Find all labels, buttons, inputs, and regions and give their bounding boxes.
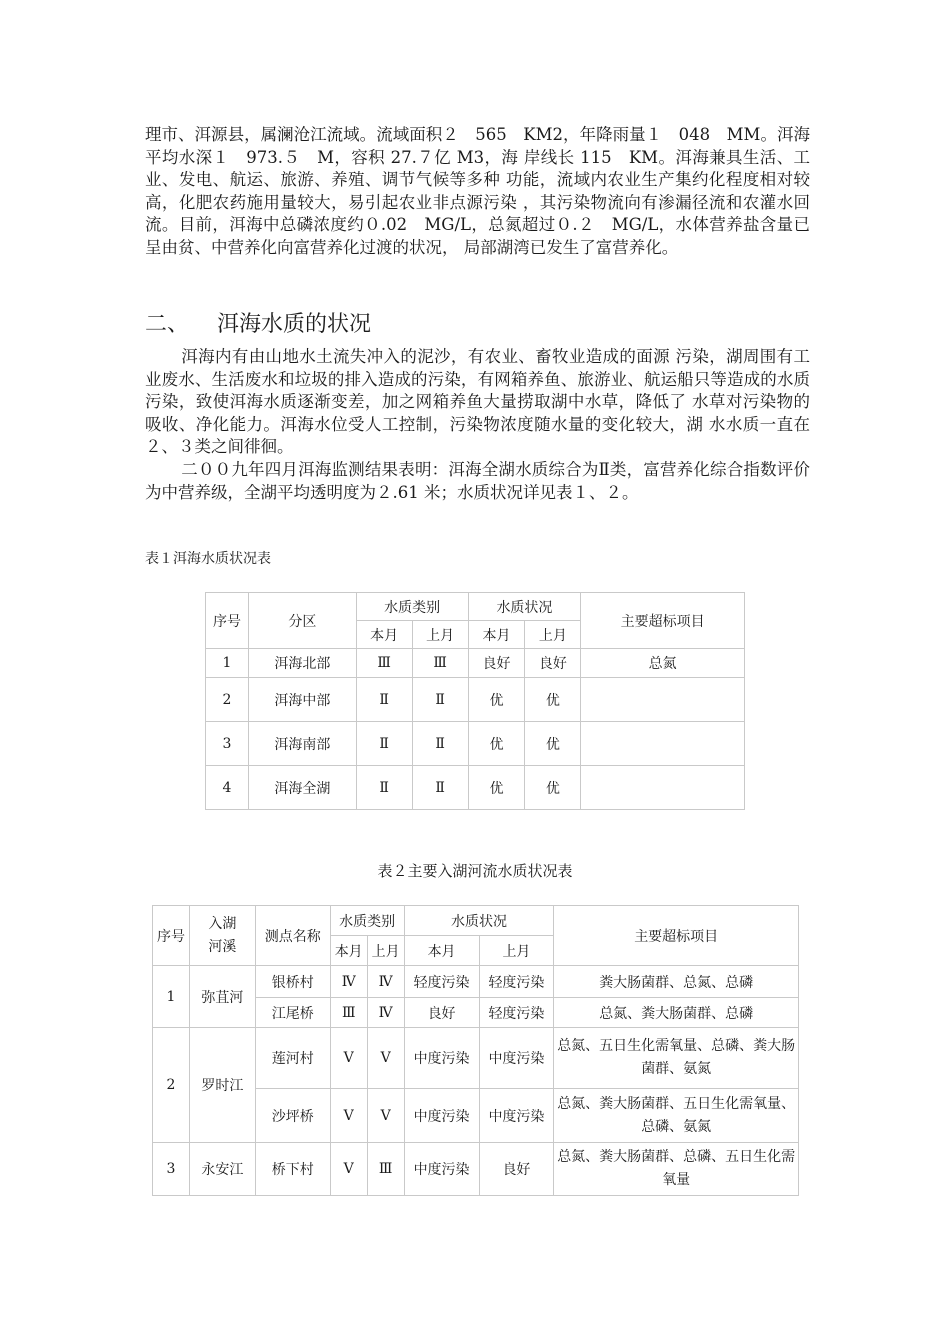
t1-st-this: 优 (468, 678, 525, 722)
t1-header-seq: 序号 (206, 593, 249, 649)
t1-header-items: 主要超标项目 (581, 593, 745, 649)
t1-items (581, 678, 745, 722)
t2-site: 江尾桥 (255, 998, 330, 1028)
t1-cat-last: Ⅱ (412, 678, 468, 722)
t1-st-last: 优 (525, 678, 581, 722)
t1-seq: 2 (206, 678, 249, 722)
t2-cat-this: Ⅳ (330, 966, 367, 998)
t2-seq: 2 (153, 1028, 190, 1143)
table-row (153, 966, 799, 998)
body-paragraph-2: 二００九年四月洱海监测结果表明：洱海全湖水质综合为Ⅱ类，富营养化综合指数评价为中营养级，全湖平均透明度为２.61 米；水质状况详见表１、２。 (145, 459, 810, 502)
t2-seq: 1 (153, 966, 190, 1028)
t1-cat-this: Ⅱ (356, 722, 412, 766)
section-title: 洱海水质的状况 (217, 312, 372, 337)
t1-st-last: 优 (525, 722, 581, 766)
t2-sub-cat-last: 上月 (367, 936, 404, 966)
t1-zone: 洱海中部 (248, 678, 356, 722)
t2-items: 总氮、粪大肠菌群、总磷、五日生化需氧量 (554, 1143, 799, 1196)
table1-caption: 表１洱海水质状况表 (145, 551, 271, 567)
t1-sub-st-last: 上月 (525, 621, 581, 649)
t2-st-this: 中度污染 (404, 1089, 479, 1143)
t2-st-this: 良好 (404, 998, 479, 1028)
t1-cat-last: Ⅲ (412, 649, 468, 678)
t2-header-river (189, 906, 255, 966)
table2-caption: 表２主要入湖河流水质状况表 (377, 862, 573, 880)
t2-cat-last: Ⅲ (367, 1143, 404, 1196)
t2-st-last: 中度污染 (479, 1028, 554, 1089)
section-heading (145, 310, 371, 340)
t2-items: 总氮、五日生化需氧量、总磷、粪大肠菌群、氨氮 (554, 1028, 799, 1089)
section-body (145, 346, 810, 504)
t2-st-this: 轻度污染 (404, 966, 479, 998)
t2-st-this: 中度污染 (404, 1028, 479, 1089)
t1-zone: 洱海全湖 (248, 766, 356, 810)
t1-seq: 1 (206, 649, 249, 678)
t2-river: 弥苴河 (189, 966, 255, 1028)
t1-st-last: 良好 (525, 649, 581, 678)
t1-st-this: 良好 (468, 649, 525, 678)
t2-items: 总氮、粪大肠菌群、总磷 (554, 998, 799, 1028)
t2-river: 永安江 (189, 1143, 255, 1196)
table-row (153, 1143, 799, 1196)
t2-cat-last: Ⅳ (367, 998, 404, 1028)
t2-cat-this: Ⅴ (330, 1143, 367, 1196)
t2-river: 罗时江 (189, 1028, 255, 1143)
t1-items (581, 766, 745, 810)
t1-seq: 4 (206, 766, 249, 810)
t2-header-river-line2: 河溪 (208, 938, 237, 955)
t1-header-zone: 分区 (248, 593, 356, 649)
t2-site: 莲河村 (255, 1028, 330, 1089)
table-row (206, 678, 745, 722)
t2-site: 桥下村 (255, 1143, 330, 1196)
t1-zone: 洱海南部 (248, 722, 356, 766)
table2-header-row (153, 906, 799, 936)
t1-items (581, 722, 745, 766)
t2-sub-st-last: 上月 (479, 936, 554, 966)
t1-sub-cat-this: 本月 (356, 621, 412, 649)
t2-header-status: 水质状况 (404, 906, 554, 936)
t2-cat-last: Ⅴ (367, 1089, 404, 1143)
t2-cat-last: Ⅴ (367, 1028, 404, 1089)
t2-cat-last: Ⅳ (367, 966, 404, 998)
t1-sub-cat-last: 上月 (412, 621, 468, 649)
t1-seq: 3 (206, 722, 249, 766)
t2-items: 粪大肠菌群、总氮、总磷 (554, 966, 799, 998)
t1-zone: 洱海北部 (248, 649, 356, 678)
t1-header-status: 水质状况 (468, 593, 581, 621)
table-row (206, 722, 745, 766)
t1-cat-this: Ⅱ (356, 766, 412, 810)
table-row (153, 1028, 799, 1089)
t2-cat-this: Ⅲ (330, 998, 367, 1028)
t2-header-site: 测点名称 (255, 906, 330, 966)
t1-items: 总氮 (581, 649, 745, 678)
t2-st-last: 中度污染 (479, 1089, 554, 1143)
t2-seq: 3 (153, 1143, 190, 1196)
t1-sub-st-this: 本月 (468, 621, 525, 649)
t2-st-last: 轻度污染 (479, 966, 554, 998)
t1-header-category: 水质类别 (356, 593, 468, 621)
table1-header-row (206, 593, 745, 621)
body-paragraph-1: 洱海内有由山地水土流失冲入的泥沙，有农业、畜牧业造成的面源 污染，湖周围有工业废水、生活废水和垃圾的排入造成的污染，有网箱养鱼、旅游业、航运船只等造成的水质污染，致使洱海水质逐渐变差，加之网箱养鱼大量捞取湖中水草，降低了 水草对污染物的吸收、净化能力。洱海水位受人工控制，污染物浓度随水量的变化较大，湖 水水质一直在２、３类之间徘徊。 (145, 347, 810, 457)
t2-cat-this: Ⅴ (330, 1089, 367, 1143)
table-row (206, 649, 745, 678)
t2-items: 总氮、粪大肠菌群、五日生化需氧量、总磷、氨氮 (554, 1089, 799, 1143)
table-row (206, 766, 745, 810)
table2 (152, 905, 799, 1196)
t2-sub-cat-this: 本月 (330, 936, 367, 966)
t1-st-last: 优 (525, 766, 581, 810)
t1-cat-last: Ⅱ (412, 722, 468, 766)
table1 (205, 592, 745, 810)
t1-cat-last: Ⅱ (412, 766, 468, 810)
t2-header-seq: 序号 (153, 906, 190, 966)
t1-cat-this: Ⅱ (356, 678, 412, 722)
t2-header-items: 主要超标项目 (554, 906, 799, 966)
t2-sub-st-this: 本月 (404, 936, 479, 966)
t2-site: 银桥村 (255, 966, 330, 998)
t1-st-this: 优 (468, 722, 525, 766)
t2-st-this: 中度污染 (404, 1143, 479, 1196)
t2-st-last: 良好 (479, 1143, 554, 1196)
t2-st-last: 轻度污染 (479, 998, 554, 1028)
t1-st-this: 优 (468, 766, 525, 810)
intro-paragraph (145, 124, 810, 260)
t2-cat-this: Ⅴ (330, 1028, 367, 1089)
t2-header-category: 水质类别 (330, 906, 404, 936)
intro-text: 理市、洱源县，属澜沧江流域。流域面积２ 565 KM2，年降雨量１ 048 MM。洱海平均水深１ 973.５ M，容积 27.７亿 M3，海 岸线长 115 KM。洱海兼具生活、工业、发电、航运、旅游、养殖、调节气候等多种 功能，流域内农业生产集约化程度相对较高，化肥农药施用量较大，易引起农业非点源污染 ，其污染物流向有渗漏径流和农灌水回流。目前，洱海中总磷浓度约０.02 MG/L，总氮超过０.２ MG/L，水体营养盐含量已呈由贫、中营养化向富营养化过渡的状况， 局部湖湾已发生了富营养化。 (145, 125, 810, 257)
t2-site: 沙坪桥 (255, 1089, 330, 1143)
t2-header-river-line1: 入湖 (208, 915, 237, 932)
t1-cat-this: Ⅲ (356, 649, 412, 678)
section-number: 二、 (145, 312, 190, 337)
